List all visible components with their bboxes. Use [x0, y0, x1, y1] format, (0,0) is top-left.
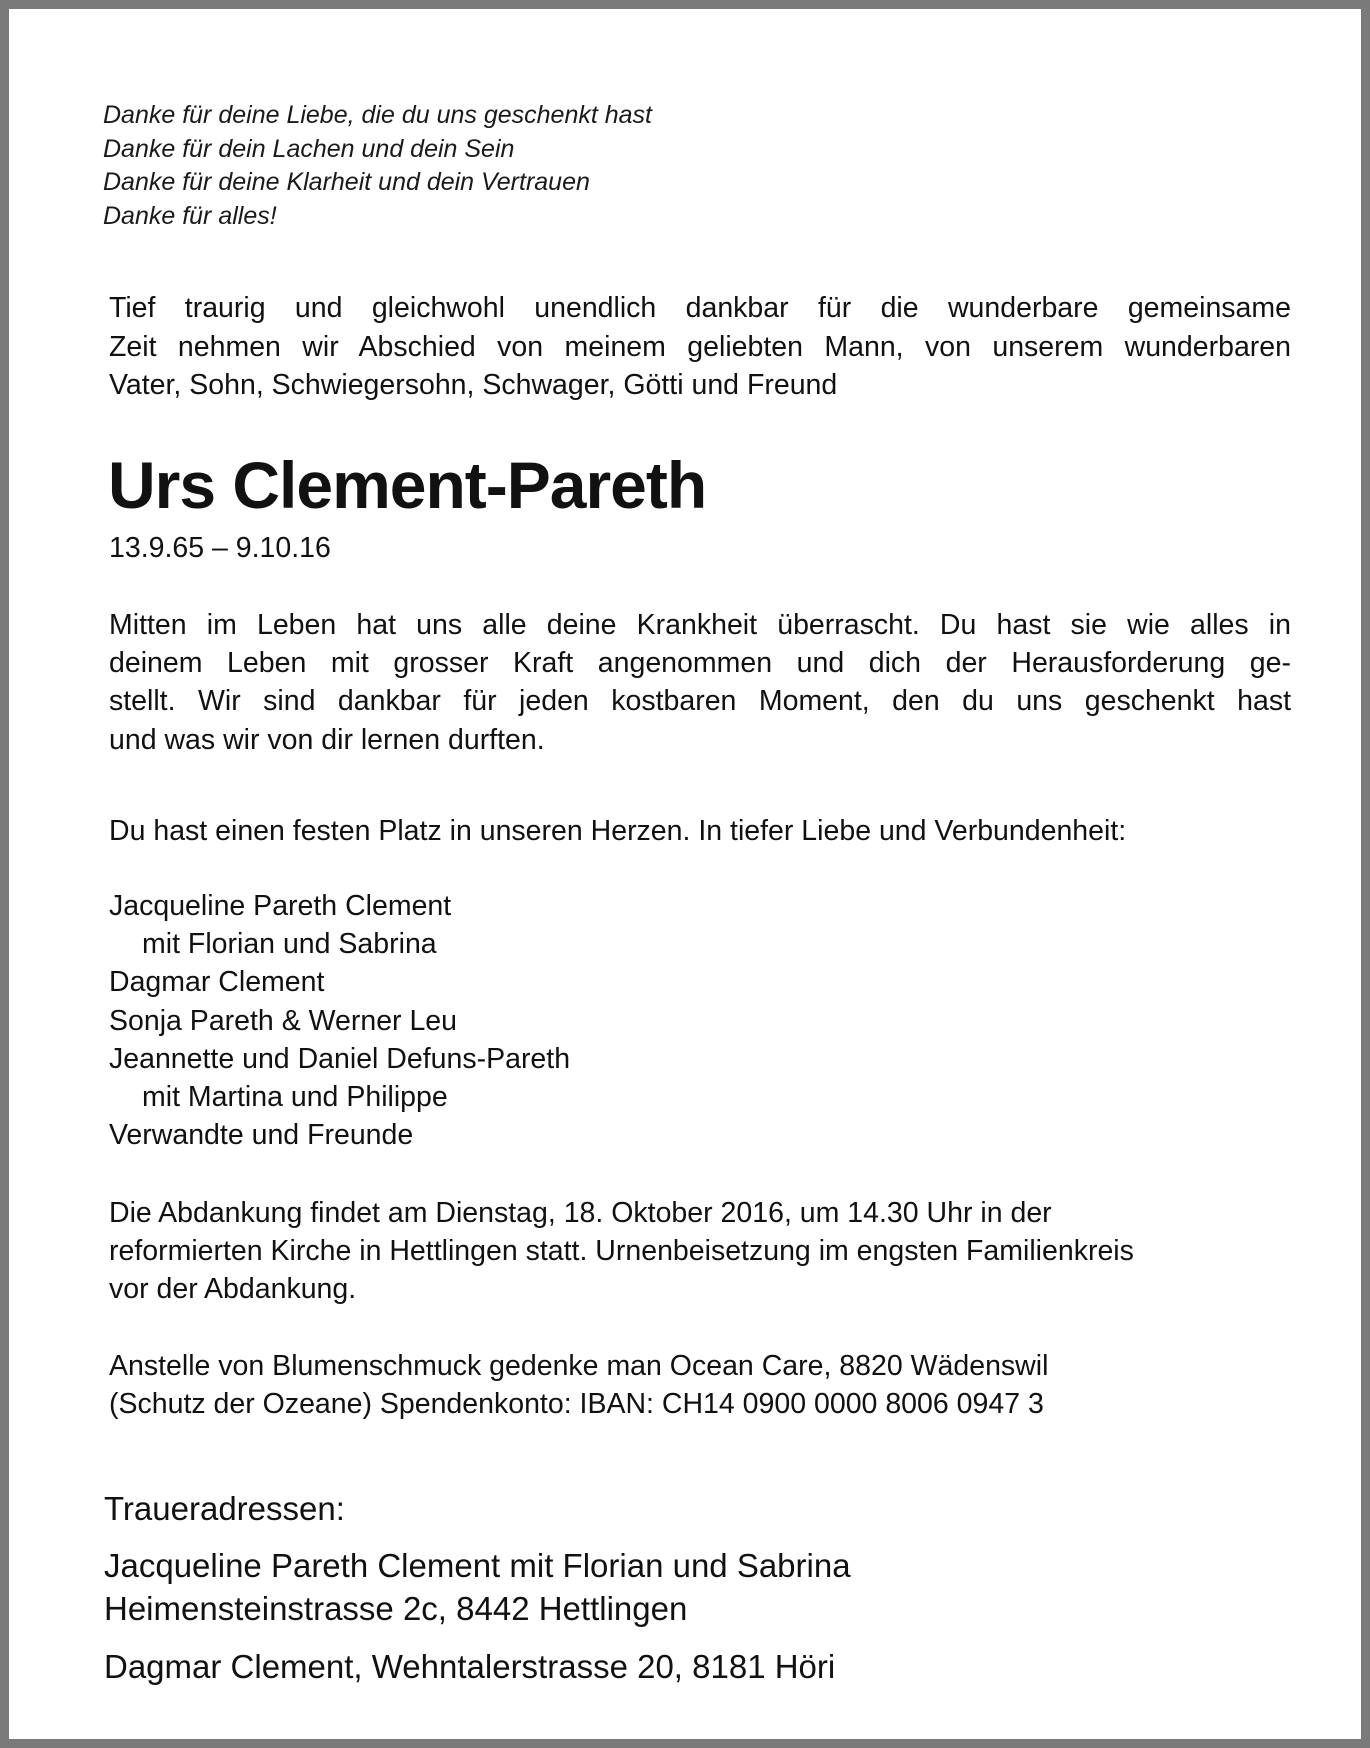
donation-line: (Schutz der Ozeane) Spendenkonto: IBAN: CH14 0900 0000 8006 0947 3: [109, 1388, 1044, 1421]
intro-text: [109, 289, 1291, 405]
poem-line: Danke für dein Lachen und dein Sein: [103, 134, 515, 163]
tribute-line: stellt. Wir sind dankbar für jeden kostbaren Moment, den du uns geschenkt hast: [109, 685, 1291, 718]
service-line: vor der Abdankung.: [109, 1273, 357, 1306]
poem: [103, 99, 1003, 233]
mourner: Jeannette und Daniel Defuns-Pareth: [109, 1042, 571, 1075]
mourner: Verwandte und Freunde: [109, 1119, 414, 1152]
life-dates: 13.9.65 – 9.10.16: [109, 532, 331, 564]
tribute-text: [109, 606, 1291, 759]
poem-line: Danke für alles!: [103, 201, 277, 230]
service-line: reformierten Kirche in Hettlingen statt. Urnenbeisetzung im engsten Familienkreis: [109, 1235, 1134, 1268]
service-line: Die Abdankung findet am Dienstag, 18. Oktober 2016, um 14.30 Uhr in der: [109, 1197, 1052, 1229]
tribute-line: und was wir von dir lernen durften.: [109, 723, 545, 756]
address-first: [104, 1545, 851, 1630]
intro-line: Zeit nehmen wir Abschied von meinem geliebten Mann, von unserem wunderbaren: [109, 330, 1291, 363]
tribute-line: deinem Leben mit grosser Kraft angenommen und dich der Herausforderung ge-: [109, 647, 1291, 680]
mourner: Jacqueline Pareth Clement: [109, 890, 452, 922]
deceased-name: Urs Clement-Pareth: [108, 448, 707, 522]
closing-line: Du hast einen festen Platz in unseren Herzen. In tiefer Liebe und Verbundenheit:: [109, 815, 1127, 847]
address-line: Jacqueline Pareth Clement mit Florian und Sabrina: [104, 1547, 851, 1584]
intro-line: Vater, Sohn, Schwiegersohn, Schwager, Götti und Freund: [109, 369, 838, 401]
service-info: [109, 1194, 1291, 1309]
closing-text: [109, 812, 1291, 850]
donation-line: Anstelle von Blumenschmuck gedenke man Ocean Care, 8820 Wädenswil: [109, 1350, 1049, 1382]
address-line: Heimensteinstrasse 2c, 8442 Hettlingen: [104, 1589, 688, 1627]
donation-info: [109, 1347, 1291, 1423]
mourner: mit Martina und Philippe: [142, 1081, 448, 1114]
mourner: mit Florian und Sabrina: [142, 928, 437, 961]
mourner: Dagmar Clement: [109, 966, 325, 999]
intro-line: Tief traurig und gleichwohl unendlich dankbar für die wunderbare gemeinsame: [109, 292, 1291, 324]
mourners-list: [109, 887, 1291, 1154]
addresses-heading: Traueradressen:: [104, 1490, 345, 1527]
mourner: Sonja Pareth & Werner Leu: [109, 1004, 458, 1037]
address-second: Dagmar Clement, Wehntalerstrasse 20, 8181 Höri: [104, 1648, 836, 1685]
poem-line: Danke für deine Klarheit und dein Vertrauen: [103, 168, 590, 196]
tribute-line: Mitten im Leben hat uns alle deine Krankheit überrascht. Du hast sie wie alles in: [109, 609, 1291, 641]
poem-line: Danke für deine Liebe, die du uns geschenkt hast: [103, 101, 652, 129]
